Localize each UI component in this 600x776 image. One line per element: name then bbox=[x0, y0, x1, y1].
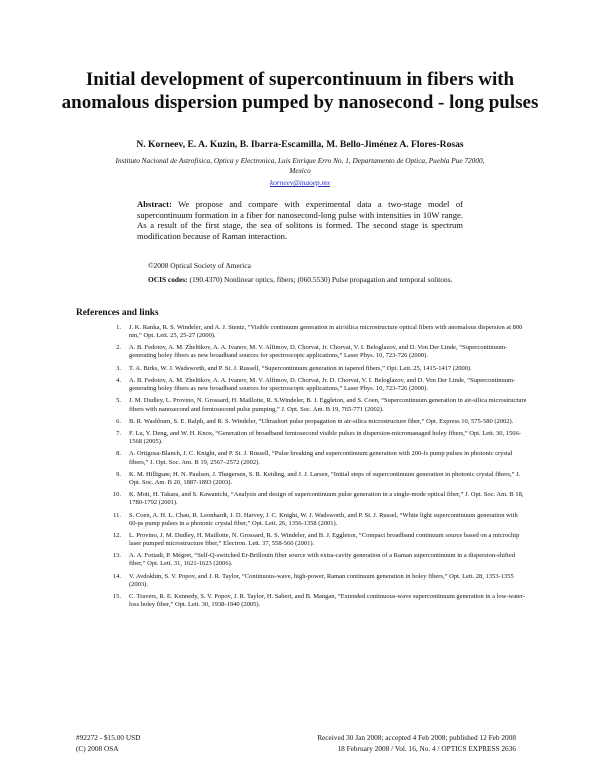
reference-text: B. R. Washburn, S. E. Ralph, and R. S. Windeler, “Ultrashort pulse propagation in air-silica microstructure fiber,” Opt. Express 10, 575-580 (2002). bbox=[129, 417, 514, 425]
reference-text: K. M. Hilligsøe, H. N. Paulsen, J. Thøgersen, S. R. Keiding, and J. J. Larsen, “Initial steps of supercontinuum generation in photonic crystal fibers,” J. Opt. Soc. Am. B 20, 1887-1893 (2003). bbox=[129, 470, 521, 486]
reference-number: 11. bbox=[113, 511, 121, 519]
abstract-label: Abstract: bbox=[137, 199, 172, 209]
reference-number: 12. bbox=[112, 531, 121, 539]
abstract-text: We propose and compare with experimental data a two-stage model of supercontinuum formation in a fiber for nanosecond-long pulse with intensities in 10W range. As a result of the first stage, the sea of solitons is formed. The second stage is spectrum modification because of Raman interaction. bbox=[137, 199, 463, 242]
reference-text: A. B. Fedotov, A. M. Zheltikov, A. A. Ivanov, M. V. Alfimov, D. Chorvat, Jr. Chorvat, V. I. Beloglazov, and D. Von Der Linde, “Supercontinuum-generating holey fibers as new broadband sources for spectroscopic applications,” Laser Phys. 10, 723-726 (2000). bbox=[129, 344, 508, 360]
footer-dates: Received 30 Jan 2008; accepted 4 Feb 2008; published 12 Feb 2008 bbox=[317, 733, 516, 742]
author-list: N. Korneev, E. A. Kuzin, B. Ibarra-Escamilla, M. Bello-Jiménez A. Flores-Rosas bbox=[136, 139, 464, 150]
reference-item bbox=[107, 365, 527, 373]
reference-number: 14. bbox=[112, 572, 121, 580]
reference-item bbox=[107, 344, 527, 360]
footer-copyright: (C) 2008 OSA bbox=[76, 744, 119, 753]
affiliation: Instituto Nacional de Astrofísica, Optica y Electronica, Luis Enrique Erro No. 1, Departamento de Optica, Puebla Pue 72000, Mexico bbox=[115, 156, 485, 175]
reference-item bbox=[107, 512, 527, 528]
reference-text: J. K. Ranka, R. S. Windeler, and A. J. Stentz, “Visible continuum generation in air/silica microstructure optical fibers with anomalous dispersion at 800 nm,” Opt. Lett. 25, 25-27 (2000). bbox=[129, 324, 523, 340]
reference-text: F. Lu, Y. Deng, and W. H. Knox, “Generation of broadband femtosecond visible pulses in dispersion-micromanaged holey fibers,” Opt. Lett. 30, 1566-1568 (2005). bbox=[129, 430, 521, 446]
reference-text: L. Provino, J. M. Dudley, H. Maillotte, N. Grossard, R. S. Windeler, and B. J. Eggleton, “Compact broadband continuum source based on a microchip laser pumped microstructure fiber,” Electron. Lett. 37, 558-560 (2001). bbox=[129, 531, 520, 548]
reference-number: 5. bbox=[116, 397, 121, 405]
reference-item bbox=[107, 471, 527, 487]
reference-item bbox=[107, 593, 527, 609]
footer-journal: 18 February 2008 / Vol. 16, No. 4 / OPTICS EXPRESS 2636 bbox=[337, 744, 516, 753]
reference-item bbox=[107, 324, 527, 340]
reference-number: 2. bbox=[116, 344, 121, 352]
reference-number: 1. bbox=[116, 324, 121, 331]
reference-text: A. Ortigosa-Blanch, J. C. Knight, and P. St. J. Russell, “Pulse breaking and supercontinuum generation with 200-fs pump pulses in photonic crystal fibers,” J. Opt. Soc. Am. B 19, 2567–2572 (2002). bbox=[129, 450, 513, 466]
reference-item bbox=[107, 397, 527, 413]
reference-text: V. Avdokhin, S. V. Popov, and J. R. Taylor, “Continuous-wave, high-power, Raman continuum generation in holey fibers,” Opt. Lett. 28, 1353-1355 (2003). bbox=[129, 572, 514, 588]
reference-list bbox=[107, 324, 527, 613]
reference-item bbox=[107, 450, 527, 466]
reference-number: 7. bbox=[116, 430, 121, 438]
ocis-label: OCIS codes: bbox=[148, 275, 188, 284]
reference-text: A. B. Fedotov, A. M. Zheltikov, A. A. Ivanov, M. V. Alfimov, D. Chorvat, Jr. D. Chorvat, V. I. Beloglazov, and D. Von Der Linde, “Supercontinuum-generating holey fibers as new broadband sources for spectroscopic applications,” Laser Phys. 10, 723-726 (2000). bbox=[129, 377, 516, 393]
abstract bbox=[137, 199, 463, 242]
footer-price: #92272 - $15.00 USD bbox=[76, 733, 141, 742]
reference-text: K. Moti, H. Takara, and S. Kawanichi, “Analysis and design of supercontinuum pulse generation in a single-mode optical fiber,” J. Opt. Soc. Am. B 18, 1780-1792 (2001). bbox=[129, 491, 524, 507]
reference-number: 4. bbox=[116, 377, 121, 385]
paper-title: Initial development of supercontinuum in fibers with anomalous dispersion pumped by nanosecond - long pulses bbox=[61, 69, 539, 113]
reference-item bbox=[107, 552, 527, 568]
reference-number: 15. bbox=[112, 593, 121, 601]
reference-item bbox=[107, 532, 527, 548]
reference-text: A. A. Fotiadi, P. Mégret, “Self-Q-switched Er-Brillouin fiber source with extra-cavity generation of a Raman supercontinuum in a dispersion-shifted fiber,” Opt. Lett. 31, 1621-1623 (2006). bbox=[129, 552, 515, 568]
reference-text: C. Travers, R. E. Kennedy, S. V. Popov, J. R. Taylor, H. Sabert, and B. Mangan, “Extended continuous-wave supercontinuum generation in a low-water-loss holey fiber,” Opt. Lett. 30, 1938-1940 (2005). bbox=[129, 593, 526, 609]
reference-number: 6. bbox=[116, 417, 121, 425]
reference-number: 10. bbox=[112, 491, 121, 499]
reference-item bbox=[107, 573, 527, 589]
reference-number: 3. bbox=[116, 364, 121, 372]
reference-number: 13. bbox=[112, 552, 121, 560]
reference-text: S. Coen, A. H. L. Chau, R. Leonhardt, J. D. Harvey, J. C. Knight, W. J. Wadsworth, and P. St. J. Russel, “White light supercontinuum generation with 60-ps pump pulses in a photonic crystal fiber,” Opt. Lett. 26, 1356-1358 (2001). bbox=[129, 511, 518, 527]
ocis-codes bbox=[148, 275, 468, 285]
copyright-line: ©2008 Optical Society of America bbox=[148, 261, 251, 270]
reference-number: 9. bbox=[116, 470, 121, 478]
reference-item bbox=[107, 430, 527, 446]
reference-text: T. A. Birks, W. J. Wadsworth, and P. St. J. Russell, “Supercontinuum generation in tapered fibers,” Opt. Lett. 25, 1415-1417 (2000). bbox=[129, 364, 472, 372]
reference-item bbox=[107, 418, 527, 426]
references-heading: References and links bbox=[76, 308, 159, 318]
reference-text: J. M. Dudley, L. Provino, N. Grossard, H. Maillotte, R. S.Windeler, B. J. Eggleton, and S. Coen, “Supercontinuum generation in air-silica microstructure fibers with nanosecond and femtosecond pulse pumping,” J. Opt. Soc. Am. B 19, 765-771 (2002). bbox=[129, 397, 527, 413]
email-link[interactable]: korneev@inaoep.mx bbox=[270, 178, 330, 187]
reference-item bbox=[107, 377, 527, 393]
reference-number: 8. bbox=[116, 450, 121, 458]
reference-item bbox=[107, 491, 527, 507]
ocis-text: (190.4370) Nonlinear optics, fibers; (060.5530) Pulse propagation and temporal solitons. bbox=[189, 275, 453, 284]
